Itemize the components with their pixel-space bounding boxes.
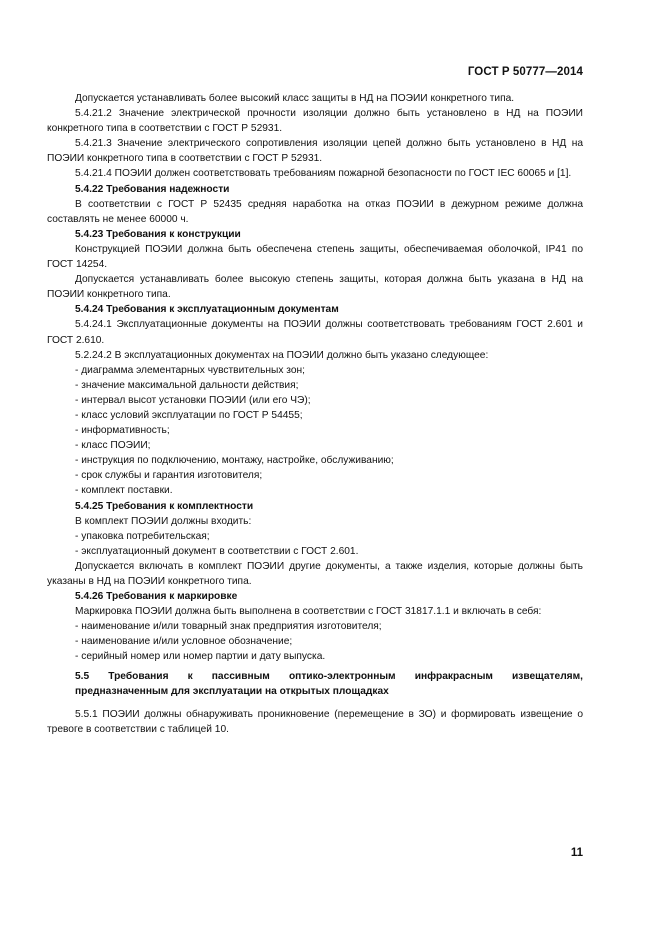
list-item: - инструкция по подключению, монтажу, настройке, обслуживанию; [75,455,394,467]
heading-line-2: предназначенным для эксплуатации на открытых площадках [75,685,389,697]
heading-word: Требования [108,670,169,682]
heading-word: извещателям, [512,670,583,682]
section-heading: 5.4.24 Требования к эксплуатационным документам [75,304,339,316]
document-body [47,91,583,737]
paragraph: Допускается устанавливать более высокую степень защиты, которая должна быть указана в НД на ПОЭИИ конкретного типа. [47,274,583,301]
paragraph: В соответствии с ГОСТ Р 52435 средняя наработка на отказ ПОЭИИ в дежурном режиме должна составлять не менее 60000 ч. [47,198,583,225]
paragraph: Конструкцией ПОЭИИ должна быть обеспечена степень защиты, обеспечиваемая оболочкой, IP41 по ГОСТ 14254. [47,243,583,271]
list-item: - серийный номер или номер партии и дату выпуска. [75,651,326,663]
paragraph: 5.4.21.4 ПОЭИИ должен соответствовать требованиям пожарной безопасности по ГОСТ IEC 60065 и [1]. [75,168,572,180]
section-heading: 5.4.25 Требования к комплектности [75,500,254,512]
section-heading: 5.4.22 Требования надежности [75,183,230,195]
paragraph: Допускается включать в комплект ПОЭИИ другие документы, а также изделия, которые должны быть указаны в НД на ПОЭИИ конкретного типа. [47,560,583,587]
paragraph: Допускается устанавливать более высокий класс защиты в НД на ПОЭИИ конкретного типа. [75,93,515,104]
list-item: - упаковка потребительская; [75,530,210,542]
heading-word: к [187,670,193,682]
document-code: ГОСТ Р 50777—2014 [467,66,583,78]
list-item: - значение максимальной дальности действия; [75,379,299,391]
paragraph: 5.4.21.2 Значение электрической прочности изоляции должно быть установлено в НД на ПОЭИИ конкретного типа в соответствии с ГОСТ Р 52931. [47,108,583,135]
paragraph: 5.2.24.2 В эксплуатационных документах на ПОЭИИ должно быть указано следующее: [75,349,489,361]
list-item: - наименование и/или товарный знак предприятия изготовителя; [75,621,382,633]
section-heading: 5.4.23 Требования к конструкции [75,228,241,240]
section-number: 5.5 [75,670,90,682]
list-item: - класс ПОЭИИ; [75,440,151,452]
paragraph: Маркировка ПОЭИИ должна быть выполнена в соответствии с ГОСТ 31817.1.1 и включать в себя: [75,606,542,618]
list-item: - комплект поставки. [75,485,173,497]
section-5-5-heading [47,669,583,699]
heading-word: пассивным [211,670,270,682]
heading-word: оптико-электронным [288,670,396,682]
paragraph: 5.5.1 ПОЭИИ должны обнаруживать проникновение (перемещение в ЗО) и формировать извещение о тревоге в соответствии с таблицей 10. [47,708,583,735]
page-number: 11 [570,847,583,859]
list-item: - интервал высот установки ПОЭИИ (или его ЧЭ); [75,394,311,406]
list-item: - информативность; [75,425,170,437]
section-heading: 5.4.26 Требования к маркировке [75,591,238,603]
list-item: - класс условий эксплуатации по ГОСТ Р 54455; [75,409,303,421]
list-item: - диаграмма элементарных чувствительных зон; [75,364,305,376]
paragraph: 5.4.21.3 Значение электрического сопротивления изоляции цепей должно быть установлено в НД на ПОЭИИ конкретного типа в соответствии с ГОСТ Р 52931. [47,138,583,165]
paragraph: В комплект ПОЭИИ должны входить: [75,515,252,527]
list-item: - срок службы и гарантия изготовителя; [75,470,263,482]
heading-word: инфракрасным [414,670,493,682]
paragraph: 5.4.24.1 Эксплуатационные документы на ПОЭИИ должны соответствовать требованиям ГОСТ 2.601 и ГОСТ 2.610. [47,319,583,346]
list-item: - наименование и/или условное обозначение; [75,636,293,648]
list-item: - эксплуатационный документ в соответствии с ГОСТ 2.601. [75,545,359,557]
